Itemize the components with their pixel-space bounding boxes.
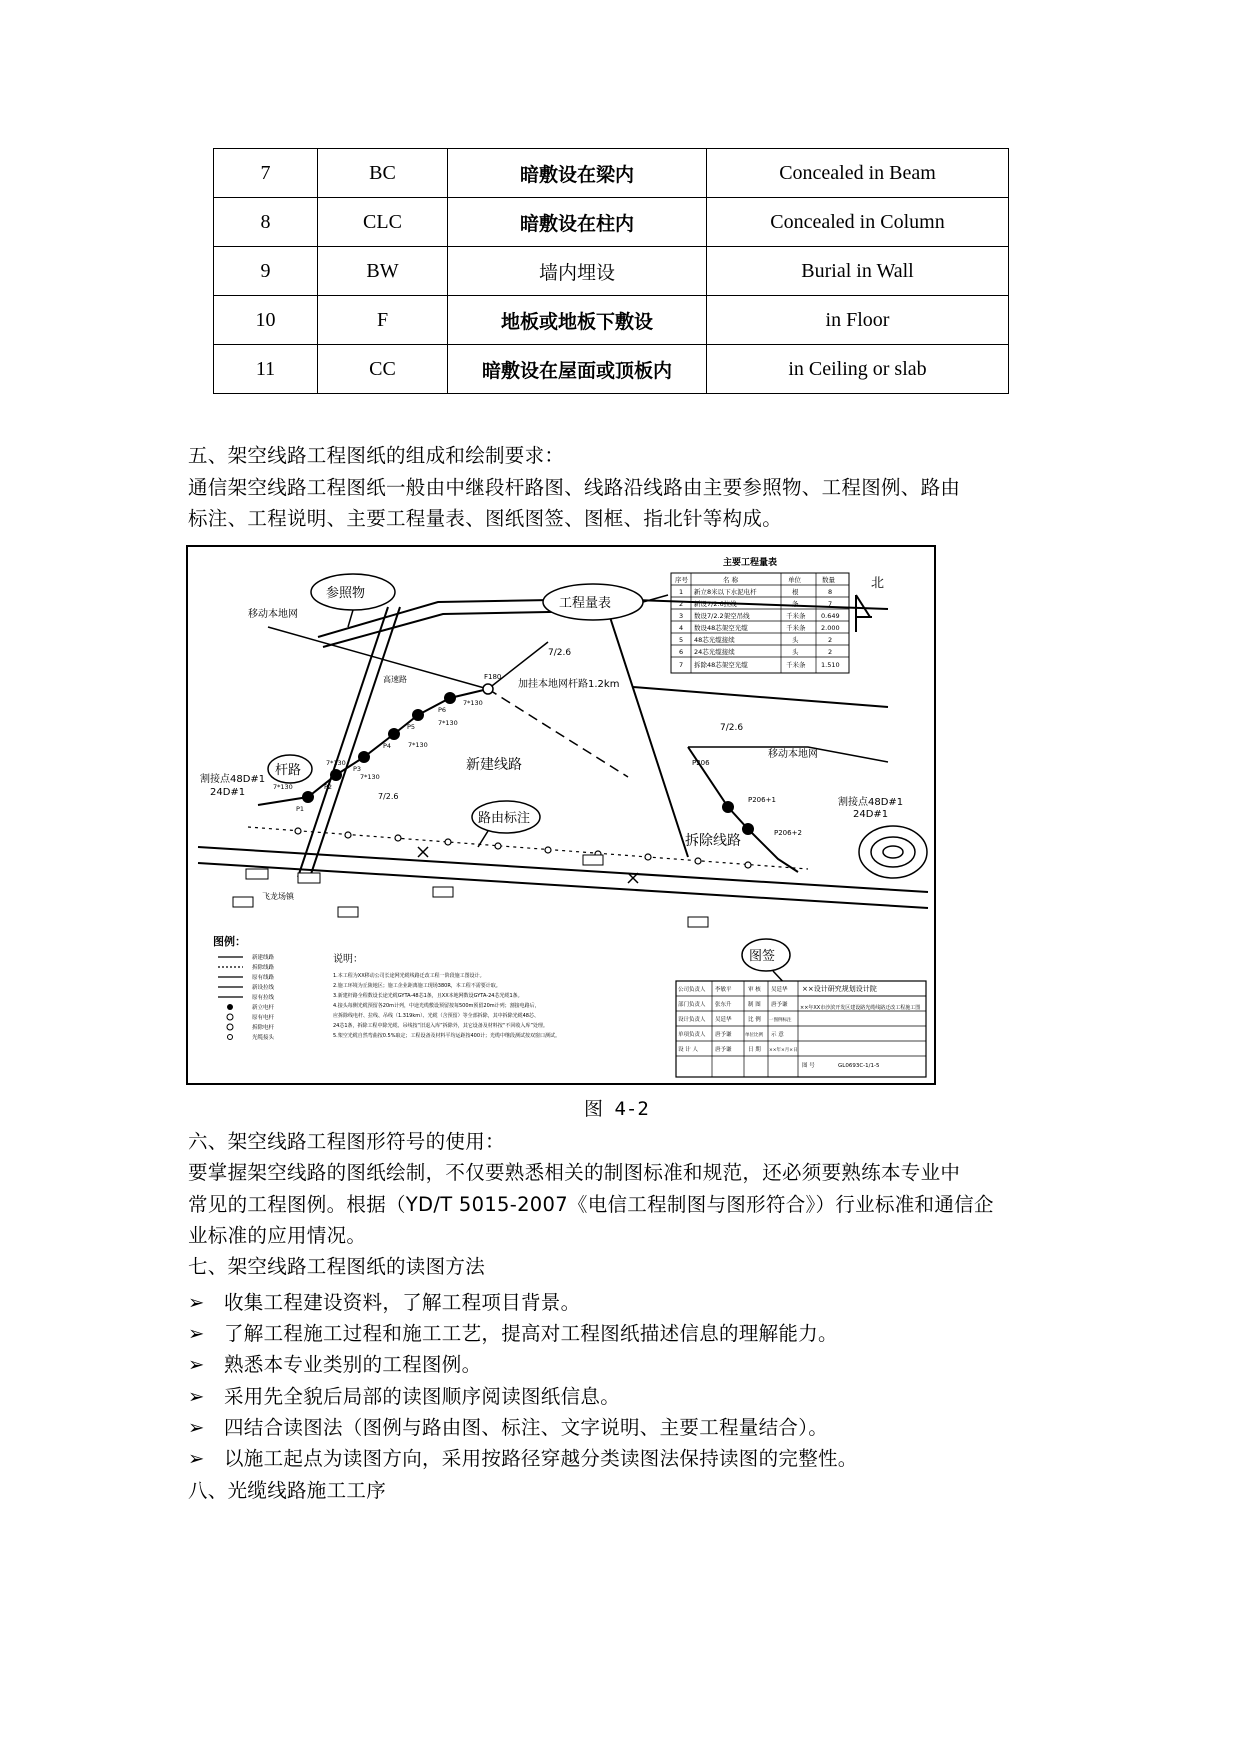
route-drawing-figure <box>186 545 936 1085</box>
note-line: 2.施工环境为丘陵地区；施工企业距离施工现场380R，本工程不需要计取。 <box>333 983 501 989</box>
pole-number: P2 <box>324 783 333 791</box>
tb-cell: 部门负责人 <box>678 1002 706 1008</box>
row-chinese-name: 暗敷设在柱内 <box>448 198 707 247</box>
span-label: 7*130 <box>438 719 458 727</box>
highway-label: 高速路 <box>383 675 407 684</box>
legend-item: 拆除电杆 <box>252 1025 275 1031</box>
row-number: 7 <box>214 149 318 198</box>
bullet-arrow-icon: ➢ <box>188 1353 205 1376</box>
north-arrow-icon <box>856 595 872 632</box>
list-item <box>188 1318 838 1346</box>
list-item-text: 了解工程施工过程和施工工艺，提高对工程图纸描述信息的理解能力。 <box>224 1322 838 1345</box>
legend-item: 新设拉线 <box>252 985 275 991</box>
row-chinese-name: 暗敷设在梁内 <box>448 149 707 198</box>
list-item <box>188 1381 620 1409</box>
bullet-arrow-icon: ➢ <box>188 1291 205 1314</box>
pole-label: P206+1 <box>748 796 776 804</box>
row-code: CLC <box>318 198 448 247</box>
qt-cell: 2 <box>828 636 833 644</box>
title-block <box>676 981 926 1077</box>
notes-title: 说明： <box>333 954 363 965</box>
pole-number: P5 <box>407 723 416 731</box>
qt-cell: 拆除48芯架空光缆 <box>694 661 748 669</box>
tb-cell: 单项负责人 <box>678 1032 706 1038</box>
table-row <box>214 247 1009 296</box>
callout-pole-route: 杆路 <box>275 763 302 778</box>
row-code: CC <box>318 345 448 394</box>
tb-cell: 设计负责人 <box>678 1017 706 1023</box>
joint-point-label: 割接点48D#1 <box>200 774 266 785</box>
tb-cell: 一图例标注 <box>769 1018 792 1023</box>
tb-cell: 比 例 <box>748 1017 761 1023</box>
qt-cell: 千米条 <box>786 612 806 620</box>
section-6-text-line: 常见的工程图例。根据（YD/T 5015-2007《电信工程制图与图形符合》）行业标准和通信企 <box>188 1193 994 1216</box>
row-number: 8 <box>214 198 318 247</box>
table-row <box>214 149 1009 198</box>
list-item <box>188 1443 858 1471</box>
legend-item: 原有电杆 <box>252 1015 275 1021</box>
qt-cell: 8 <box>828 588 833 596</box>
stay-label: 7/2.6 <box>548 648 572 658</box>
qt-cell: 24芯光缆接续 <box>694 648 735 656</box>
legend-item: 原有线路 <box>252 975 275 981</box>
legend-item: 光缆接头 <box>252 1035 275 1041</box>
joint-point-label: 24D#1 <box>853 809 889 820</box>
callout-reference: 参照物 <box>326 586 366 601</box>
callout-title-block: 图签 <box>749 949 776 964</box>
note-line: 5.架空光缆自然弯曲按0.5%取定；工程设备及材料平均运距按400计；光缆中继段测试按双窗口测试。 <box>333 1033 561 1039</box>
stay-label: 7/2.6 <box>720 723 744 733</box>
qt-cell: 4 <box>679 624 684 632</box>
tb-cell: 唐予谦 <box>771 1002 788 1008</box>
row-english-name: in Ceiling or slab <box>707 345 1009 394</box>
span-label: 7*130 <box>273 783 293 791</box>
joint-point-label: 24D#1 <box>210 787 246 798</box>
section-6-heading: 六、架空线路工程图形符号的使用： <box>188 1130 505 1153</box>
qt-cell: 头 <box>792 648 799 656</box>
qt-header: 序号 <box>675 576 688 584</box>
row-chinese-name: 暗敷设在屋面或顶板内 <box>448 345 707 394</box>
note-line: 3.新建杆路全程数设长途光缆GYTA-48芯1条，且XX本地网数设GYTA-24芯光缆1条。 <box>333 993 523 999</box>
list-item <box>188 1287 580 1315</box>
span-label: 7*130 <box>360 773 380 781</box>
hang-line-label: 加挂本地网杆路1.2km <box>518 679 620 690</box>
tb-cell: 制 图 <box>748 1002 761 1008</box>
pole-number: P4 <box>383 742 392 750</box>
section-5-text-line: 通信架空线路工程图纸一般由中继段杆路图、线路沿线路由主要参照物、工程图例、路由 <box>188 476 961 499</box>
section-6-text-line: 要掌握架空线路的图纸绘制，不仅要熟悉相关的制图标准和规范，还必须要熟练本专业中 <box>188 1161 961 1184</box>
remove-line-label: 拆除线路 <box>685 833 741 849</box>
legend-title: 图例： <box>213 935 246 948</box>
tb-cell: 公司负责人 <box>678 987 706 993</box>
qt-cell: 5 <box>679 636 684 644</box>
pole-number: P1 <box>296 805 305 813</box>
tb-project: ××年XX市沙滨开发区建设路光缆线路迁改工程施工图 <box>800 1005 921 1011</box>
qt-header: 名 称 <box>723 576 739 584</box>
qt-cell: 千米条 <box>786 624 806 632</box>
legend-item: 新建线路 <box>252 955 275 961</box>
town-label: 飞龙场镇 <box>262 892 294 901</box>
tb-cell: 设 计 人 <box>678 1047 698 1053</box>
qt-cell: 新立8米以下水泥电杆 <box>694 588 757 596</box>
qt-cell: 2.000 <box>821 624 840 632</box>
row-english-name: Concealed in Beam <box>707 149 1009 198</box>
bullet-arrow-icon: ➢ <box>188 1322 205 1345</box>
section-5-heading: 五、架空线路工程图纸的组成和绘制要求： <box>188 444 565 467</box>
qt-cell: 条 <box>792 600 799 608</box>
pole-label: F180 <box>484 673 502 681</box>
hill-contour <box>859 826 927 878</box>
list-item-text: 以施工起点为读图方向，采用按路径穿越分类读图法保持读图的完整性。 <box>224 1447 858 1470</box>
tb-cell: 单位比例 <box>745 1033 763 1038</box>
qt-cell: 2 <box>828 648 833 656</box>
tb-cell: 审 核 <box>748 987 761 993</box>
tb-company: ××设计研究规划设计院 <box>802 985 877 993</box>
row-code: BC <box>318 149 448 198</box>
qt-cell: 48芯光缆接续 <box>694 636 735 644</box>
tb-cell: 张东升 <box>715 1002 732 1008</box>
legend-item: 原有拉线 <box>252 995 275 1001</box>
qt-header: 单位 <box>788 576 801 584</box>
span-label: 7*130 <box>408 741 428 749</box>
note-line: 4.接头每侧光缆预留各20m计列，中途光缆敷设预留按每500m预留20m计列；割接电路后， <box>333 1003 540 1009</box>
bullet-arrow-icon: ➢ <box>188 1385 205 1408</box>
row-code: BW <box>318 247 448 296</box>
row-chinese-name: 墙内埋设 <box>448 247 707 296</box>
note-line: 1.本工程为XX移动公司长途网光缆线路迁改工程一阶段施工图设计。 <box>333 973 485 979</box>
list-item-text: 收集工程建设资料，了解工程项目背景。 <box>224 1291 581 1314</box>
qt-cell: 根 <box>792 588 799 596</box>
pole-number: P3 <box>353 765 362 773</box>
list-item-text: 采用先全貌后局部的读图顺序阅读图纸信息。 <box>224 1385 621 1408</box>
mobile-network-label: 移动本地网 <box>768 749 818 760</box>
list-item-text: 熟悉本专业类别的工程图例。 <box>224 1353 482 1376</box>
quantity-table <box>671 556 849 673</box>
tb-cell: 吴廷华 <box>715 1017 732 1023</box>
quantity-table-title: 主要工程量表 <box>723 558 778 568</box>
tb-cell: 吴廷华 <box>771 987 788 993</box>
qt-cell: 1.510 <box>821 661 840 669</box>
legend-item: 新立电杆 <box>252 1005 275 1011</box>
legend-item: 拆除线路 <box>252 965 275 971</box>
tb-drawing-number: GL0693C-1/1-5 <box>838 1063 880 1069</box>
legend <box>213 934 275 1041</box>
qt-cell: 3 <box>679 612 684 620</box>
row-english-name: Concealed in Column <box>707 198 1009 247</box>
section-5-text-line: 标注、工程说明、主要工程量表、图纸图签、图框、指北针等构成。 <box>188 507 783 530</box>
tb-cell: 李敏平 <box>715 987 732 993</box>
row-chinese-name: 地板或地板下敷设 <box>448 296 707 345</box>
row-english-name: Burial in Wall <box>707 247 1009 296</box>
tb-number-label: 图 号 <box>802 1063 815 1069</box>
qt-cell: 0.649 <box>821 612 840 620</box>
qt-cell: 7 <box>679 661 684 669</box>
cable-laying-table <box>213 148 1009 394</box>
table-row <box>214 296 1009 345</box>
bullet-arrow-icon: ➢ <box>188 1416 205 1439</box>
callout-quantity-table: 工程量表 <box>559 596 612 611</box>
qt-cell: 7 <box>828 600 833 608</box>
qt-cell: 6 <box>679 648 684 656</box>
qt-cell: 新设7/2.6拉线 <box>694 600 737 608</box>
tb-cell: 唐予谦 <box>715 1047 732 1053</box>
callout-route-label: 路由标注 <box>478 811 531 826</box>
qt-header: 数量 <box>822 576 835 584</box>
note-line: 24芯1条，拆除工程中除光缆、吊线按“旧退入库”拆除外，其它设备及材料按“不回收入库”处理。 <box>333 1023 548 1029</box>
qt-cell: 千米条 <box>786 661 806 669</box>
section-8-heading: 八、光缆线路施工工序 <box>188 1479 387 1502</box>
row-number: 9 <box>214 247 318 296</box>
pole-label: P206 <box>692 759 710 767</box>
tb-cell: 日 期 <box>748 1047 761 1053</box>
row-number: 10 <box>214 296 318 345</box>
qt-cell: 2 <box>679 600 684 608</box>
row-code: F <box>318 296 448 345</box>
notes <box>333 952 560 1039</box>
joint-point-label: 割接点48D#1 <box>838 797 904 808</box>
tb-cell: ××年×月×日 <box>769 1048 798 1053</box>
table-row <box>214 198 1009 247</box>
row-number: 11 <box>214 345 318 394</box>
note-line: 应拆除线电杆、拉线、吊线（1.319km）、光缆（含预留）等全部拆除，其中拆除光缆48芯、 <box>333 1013 539 1019</box>
span-label: 7*130 <box>463 699 483 707</box>
section-7-heading: 七、架空线路工程图纸的读图方法 <box>188 1255 486 1278</box>
section-6-text-line: 业标准的应用情况。 <box>188 1224 367 1247</box>
new-line-label: 新建线路 <box>466 757 522 773</box>
figure-caption: 图 4-2 <box>584 1098 649 1120</box>
table-row <box>214 345 1009 394</box>
mobile-network-label: 移动本地网 <box>248 609 298 620</box>
qt-cell: 数设7/2.2架空吊线 <box>694 612 750 620</box>
list-item-text: 四结合读图法（图例与路由图、标注、文字说明、主要工程量结合）。 <box>224 1416 829 1439</box>
qt-cell: 数设48芯架空光缆 <box>694 624 748 632</box>
stay-label: 7/2.6 <box>378 792 399 801</box>
pole-number: P6 <box>438 706 447 714</box>
pole-label: P206+2 <box>774 829 802 837</box>
tb-cell: 示 意 <box>771 1032 784 1038</box>
bullet-arrow-icon: ➢ <box>188 1447 205 1470</box>
north-label: 北 <box>871 576 885 591</box>
span-label: 7*130 <box>326 759 346 767</box>
qt-cell: 头 <box>792 636 799 644</box>
qt-cell: 1 <box>679 588 684 596</box>
tb-cell: 唐予谦 <box>715 1032 732 1038</box>
list-item <box>188 1349 481 1377</box>
row-english-name: in Floor <box>707 296 1009 345</box>
list-item <box>188 1412 828 1440</box>
